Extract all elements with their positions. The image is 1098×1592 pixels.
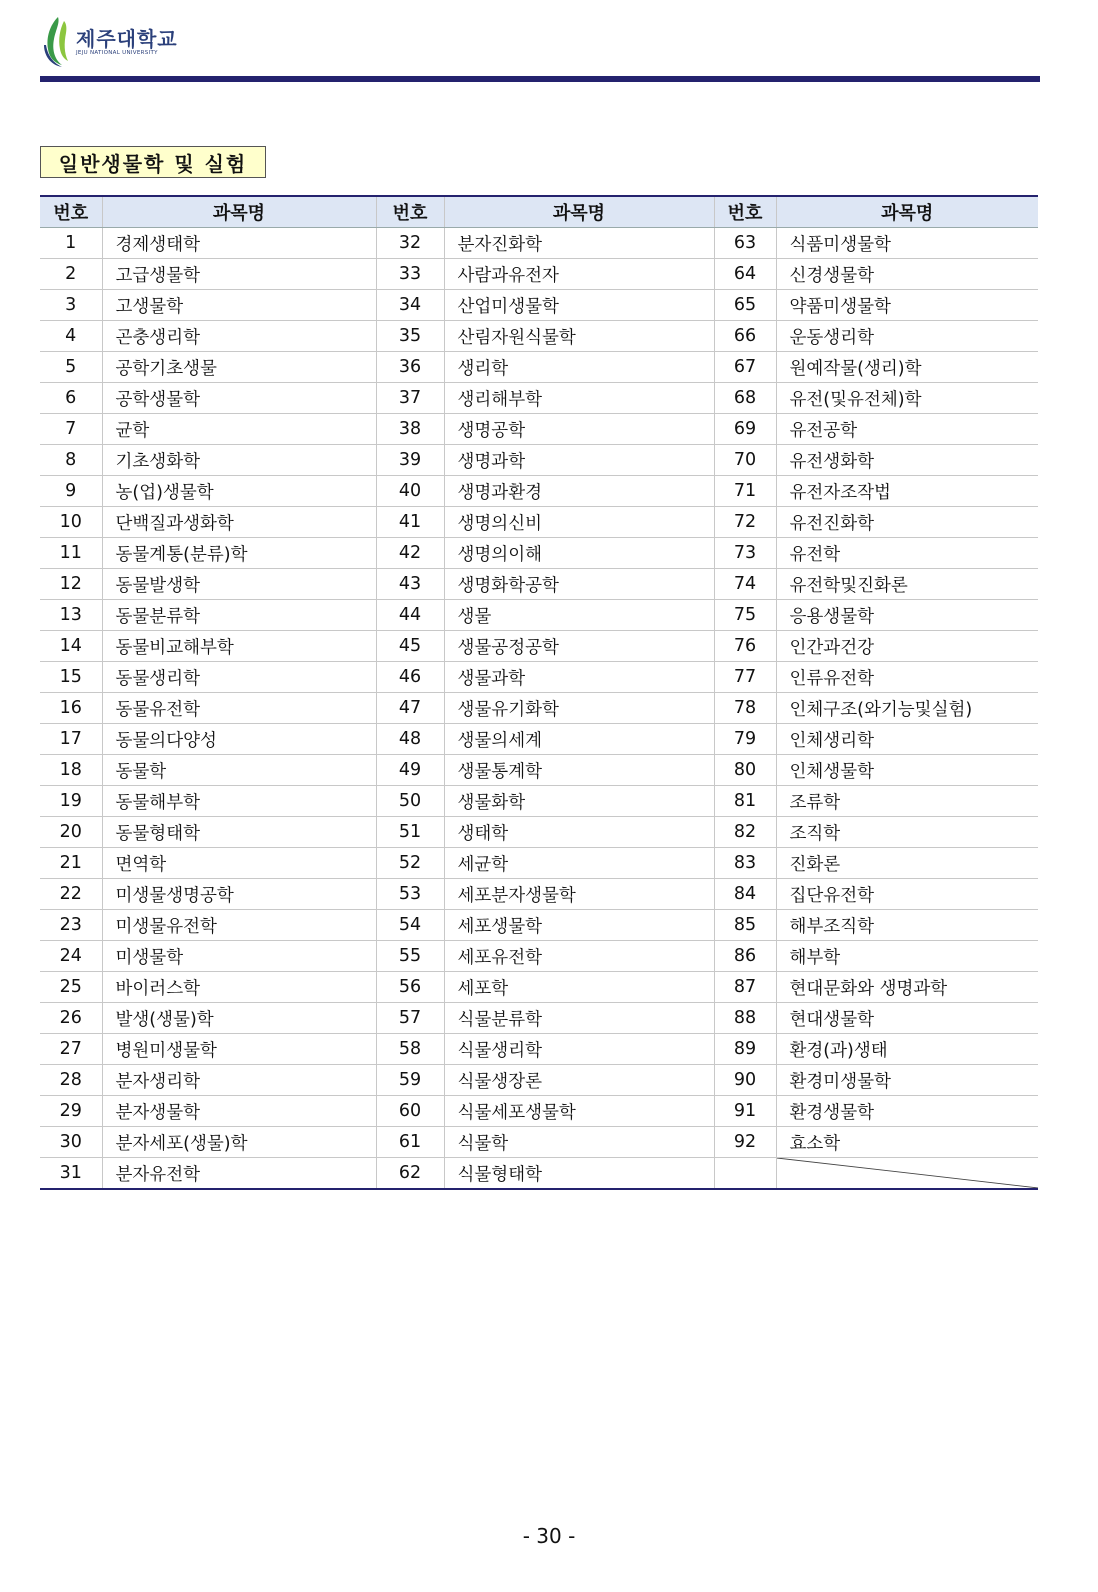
subject-number: 22: [40, 879, 102, 910]
table-row: [40, 1003, 1038, 1034]
subject-name: 세포분자생물학: [444, 879, 714, 910]
subject-number: 8: [40, 445, 102, 476]
subject-number: 41: [376, 507, 444, 538]
subject-name: 농(업)생물학: [102, 476, 376, 507]
subject-number: 24: [40, 941, 102, 972]
subject-name: 발생(생물)학: [102, 1003, 376, 1034]
subject-name: 미생물유전학: [102, 910, 376, 941]
subject-name: 진화론: [776, 848, 1038, 879]
subject-number: 19: [40, 786, 102, 817]
subject-name: 유전학및진화론: [776, 569, 1038, 600]
subject-name: 생물: [444, 600, 714, 631]
subject-name: 생명화학공학: [444, 569, 714, 600]
subject-name: 분자생리학: [102, 1065, 376, 1096]
subject-number: 61: [376, 1127, 444, 1158]
table-row: [40, 569, 1038, 600]
subject-number: 92: [714, 1127, 776, 1158]
subject-number: [714, 1158, 776, 1190]
table-header-row: [40, 196, 1038, 228]
subject-number: 11: [40, 538, 102, 569]
subject-name: 바이러스학: [102, 972, 376, 1003]
subject-number: 27: [40, 1034, 102, 1065]
subject-name: 조직학: [776, 817, 1038, 848]
subject-name: 식물학: [444, 1127, 714, 1158]
subject-number: 66: [714, 321, 776, 352]
subject-number: 35: [376, 321, 444, 352]
subject-name: 분자생물학: [102, 1096, 376, 1127]
subject-name: 생명의이해: [444, 538, 714, 569]
subject-number: 46: [376, 662, 444, 693]
table-row: [40, 1127, 1038, 1158]
subject-name: 동물발생학: [102, 569, 376, 600]
subject-number: 88: [714, 1003, 776, 1034]
subject-name: 해부조직학: [776, 910, 1038, 941]
subject-name: 동물학: [102, 755, 376, 786]
subject-name: 동물생리학: [102, 662, 376, 693]
table-row: [40, 1034, 1038, 1065]
subject-number: 33: [376, 259, 444, 290]
subject-name: 면역학: [102, 848, 376, 879]
subject-name: 생명공학: [444, 414, 714, 445]
subject-name: 생리학: [444, 352, 714, 383]
subject-number: 47: [376, 693, 444, 724]
subject-number: 90: [714, 1065, 776, 1096]
subject-number: 10: [40, 507, 102, 538]
table-row: [40, 352, 1038, 383]
subject-number: 89: [714, 1034, 776, 1065]
table-row: [40, 1065, 1038, 1096]
subject-name: 동물의다양성: [102, 724, 376, 755]
subject-number: 62: [376, 1158, 444, 1190]
table-row: [40, 1158, 1038, 1190]
subject-name: 단백질과생화학: [102, 507, 376, 538]
subject-number: 23: [40, 910, 102, 941]
header-rule: [40, 76, 1040, 82]
logo-english-text: JEJU NATIONAL UNIVERSITY: [76, 50, 158, 56]
table-row: [40, 445, 1038, 476]
subject-name: 조류학: [776, 786, 1038, 817]
subject-name: 생명과환경: [444, 476, 714, 507]
subject-name: 인체구조(와기능및실험): [776, 693, 1038, 724]
subject-name: 집단유전학: [776, 879, 1038, 910]
subject-number: 51: [376, 817, 444, 848]
subject-name: 유전진화학: [776, 507, 1038, 538]
subject-number: 78: [714, 693, 776, 724]
subject-name: 미생물생명공학: [102, 879, 376, 910]
subject-name: 고생물학: [102, 290, 376, 321]
subject-number: 30: [40, 1127, 102, 1158]
table-row: [40, 414, 1038, 445]
subject-name: 약품미생물학: [776, 290, 1038, 321]
table-row: [40, 786, 1038, 817]
subject-number: 39: [376, 445, 444, 476]
subject-number: 87: [714, 972, 776, 1003]
subject-number: 91: [714, 1096, 776, 1127]
table-row: [40, 538, 1038, 569]
subject-number: 44: [376, 600, 444, 631]
subject-name: 식물형태학: [444, 1158, 714, 1190]
subject-name: 세포학: [444, 972, 714, 1003]
table-row: [40, 228, 1038, 259]
table-row: [40, 631, 1038, 662]
subject-name: 원예작물(생리)학: [776, 352, 1038, 383]
subject-number: 38: [376, 414, 444, 445]
subject-name: 생물공정공학: [444, 631, 714, 662]
subject-number: 15: [40, 662, 102, 693]
subject-number: 81: [714, 786, 776, 817]
table-row: [40, 724, 1038, 755]
table-row: [40, 1096, 1038, 1127]
subject-number: 71: [714, 476, 776, 507]
subject-number: 32: [376, 228, 444, 259]
table-row: [40, 848, 1038, 879]
subject-name: 동물분류학: [102, 600, 376, 631]
subject-name: 식물생장론: [444, 1065, 714, 1096]
subject-number: 76: [714, 631, 776, 662]
subject-name: 식물생리학: [444, 1034, 714, 1065]
subject-number: 70: [714, 445, 776, 476]
subject-number: 79: [714, 724, 776, 755]
subject-number: 74: [714, 569, 776, 600]
subject-name: 곤충생리학: [102, 321, 376, 352]
subject-number: 25: [40, 972, 102, 1003]
subject-number: 83: [714, 848, 776, 879]
logo-korean-text: 제주대학교: [76, 27, 178, 51]
subject-number: 45: [376, 631, 444, 662]
subject-number: 77: [714, 662, 776, 693]
subject-number: 29: [40, 1096, 102, 1127]
subject-number: 4: [40, 321, 102, 352]
subject-number: 2: [40, 259, 102, 290]
subject-number: 50: [376, 786, 444, 817]
subject-name: 분자세포(생물)학: [102, 1127, 376, 1158]
column-header-subject: 과목명: [444, 196, 714, 228]
subject-name: 미생물학: [102, 941, 376, 972]
subject-number: 6: [40, 383, 102, 414]
university-logo: [40, 14, 200, 70]
subject-name: 현대생물학: [776, 1003, 1038, 1034]
subject-name: 생리해부학: [444, 383, 714, 414]
subject-number: 69: [714, 414, 776, 445]
subject-name: 인체생리학: [776, 724, 1038, 755]
table-row: [40, 817, 1038, 848]
table-row: [40, 693, 1038, 724]
subject-name: 산림자원식물학: [444, 321, 714, 352]
subject-number: 56: [376, 972, 444, 1003]
subject-name: 해부학: [776, 941, 1038, 972]
column-header-number: 번호: [376, 196, 444, 228]
table-row: [40, 972, 1038, 1003]
subject-name: 사람과유전자: [444, 259, 714, 290]
subject-name: 고급생물학: [102, 259, 376, 290]
subject-number: 54: [376, 910, 444, 941]
table-row: [40, 755, 1038, 786]
subject-number: 7: [40, 414, 102, 445]
subject-number: 84: [714, 879, 776, 910]
subject-number: 13: [40, 600, 102, 631]
subject-number: 68: [714, 383, 776, 414]
subject-name: 생물유기화학: [444, 693, 714, 724]
subject-table: [40, 195, 1038, 1190]
subject-name: 공학생물학: [102, 383, 376, 414]
subject-name: 유전생화학: [776, 445, 1038, 476]
subject-number: 20: [40, 817, 102, 848]
column-header-number: 번호: [714, 196, 776, 228]
subject-number: 16: [40, 693, 102, 724]
subject-name: 균학: [102, 414, 376, 445]
table-row: [40, 383, 1038, 414]
subject-name: 환경(과)생태: [776, 1034, 1038, 1065]
table-row: [40, 476, 1038, 507]
subject-name: 생물화학: [444, 786, 714, 817]
subject-name: 환경미생물학: [776, 1065, 1038, 1096]
subject-name: 운동생리학: [776, 321, 1038, 352]
subject-name: 동물유전학: [102, 693, 376, 724]
subject-number: 57: [376, 1003, 444, 1034]
subject-name: 세균학: [444, 848, 714, 879]
subject-name: 생물통계학: [444, 755, 714, 786]
subject-number: 48: [376, 724, 444, 755]
table-row: [40, 662, 1038, 693]
subject-number: 85: [714, 910, 776, 941]
subject-number: 72: [714, 507, 776, 538]
subject-number: 59: [376, 1065, 444, 1096]
section-title: 일반생물학 및 실험: [40, 146, 266, 178]
subject-name: 동물비교해부학: [102, 631, 376, 662]
subject-number: 73: [714, 538, 776, 569]
subject-name: 생명의신비: [444, 507, 714, 538]
subject-name: 동물형태학: [102, 817, 376, 848]
table-row: [40, 290, 1038, 321]
subject-number: 3: [40, 290, 102, 321]
subject-number: 65: [714, 290, 776, 321]
subject-number: 36: [376, 352, 444, 383]
subject-number: 60: [376, 1096, 444, 1127]
subject-number: 58: [376, 1034, 444, 1065]
logo-emblem-icon: [40, 15, 70, 69]
subject-name: 신경생물학: [776, 259, 1038, 290]
subject-number: 43: [376, 569, 444, 600]
subject-name: 세포유전학: [444, 941, 714, 972]
subject-name: 유전공학: [776, 414, 1038, 445]
table-row: [40, 259, 1038, 290]
subject-number: 18: [40, 755, 102, 786]
subject-number: 49: [376, 755, 444, 786]
subject-number: 64: [714, 259, 776, 290]
table-row: [40, 507, 1038, 538]
subject-number: 21: [40, 848, 102, 879]
subject-name: 식물분류학: [444, 1003, 714, 1034]
subject-number: 12: [40, 569, 102, 600]
subject-name: 생물과학: [444, 662, 714, 693]
subject-name: 유전(및유전체)학: [776, 383, 1038, 414]
subject-number: 63: [714, 228, 776, 259]
table-row: [40, 879, 1038, 910]
subject-number: 26: [40, 1003, 102, 1034]
subject-name: 환경생물학: [776, 1096, 1038, 1127]
subject-name: 생명과학: [444, 445, 714, 476]
subject-number: 67: [714, 352, 776, 383]
subject-number: 17: [40, 724, 102, 755]
subject-name: 경제생태학: [102, 228, 376, 259]
subject-number: 82: [714, 817, 776, 848]
subject-name: 분자유전학: [102, 1158, 376, 1190]
table-row: [40, 321, 1038, 352]
subject-name: 동물계통(분류)학: [102, 538, 376, 569]
subject-name: 식품미생물학: [776, 228, 1038, 259]
page-number: - 30 -: [522, 1524, 576, 1548]
subject-number: 80: [714, 755, 776, 786]
table-row: [40, 941, 1038, 972]
column-header-subject: 과목명: [776, 196, 1038, 228]
subject-name: 세포생물학: [444, 910, 714, 941]
subject-number: 75: [714, 600, 776, 631]
subject-number: 40: [376, 476, 444, 507]
subject-name: 분자진화학: [444, 228, 714, 259]
column-header-subject: 과목명: [102, 196, 376, 228]
subject-name: 인류유전학: [776, 662, 1038, 693]
table-row: [40, 600, 1038, 631]
subject-number: 9: [40, 476, 102, 507]
subject-number: 86: [714, 941, 776, 972]
subject-name: 기초생화학: [102, 445, 376, 476]
empty-cell-slash: [776, 1158, 1038, 1190]
subject-name: 동물해부학: [102, 786, 376, 817]
column-header-number: 번호: [40, 196, 102, 228]
subject-number: 34: [376, 290, 444, 321]
subject-number: 52: [376, 848, 444, 879]
subject-number: 28: [40, 1065, 102, 1096]
subject-name: 인체생물학: [776, 755, 1038, 786]
subject-number: 42: [376, 538, 444, 569]
subject-name: 유전자조작법: [776, 476, 1038, 507]
subject-name: 유전학: [776, 538, 1038, 569]
subject-name: 식물세포생물학: [444, 1096, 714, 1127]
table-row: [40, 910, 1038, 941]
subject-number: 14: [40, 631, 102, 662]
subject-number: 31: [40, 1158, 102, 1190]
subject-name: 효소학: [776, 1127, 1038, 1158]
subject-number: 53: [376, 879, 444, 910]
subject-name: 공학기초생물: [102, 352, 376, 383]
subject-number: 37: [376, 383, 444, 414]
subject-number: 5: [40, 352, 102, 383]
subject-name: 생물의세계: [444, 724, 714, 755]
subject-number: 55: [376, 941, 444, 972]
subject-name: 현대문화와 생명과학: [776, 972, 1038, 1003]
subject-name: 응용생물학: [776, 600, 1038, 631]
subject-number: 1: [40, 228, 102, 259]
subject-name: 인간과건강: [776, 631, 1038, 662]
subject-name: 생태학: [444, 817, 714, 848]
subject-name: 산업미생물학: [444, 290, 714, 321]
subject-name: 병원미생물학: [102, 1034, 376, 1065]
